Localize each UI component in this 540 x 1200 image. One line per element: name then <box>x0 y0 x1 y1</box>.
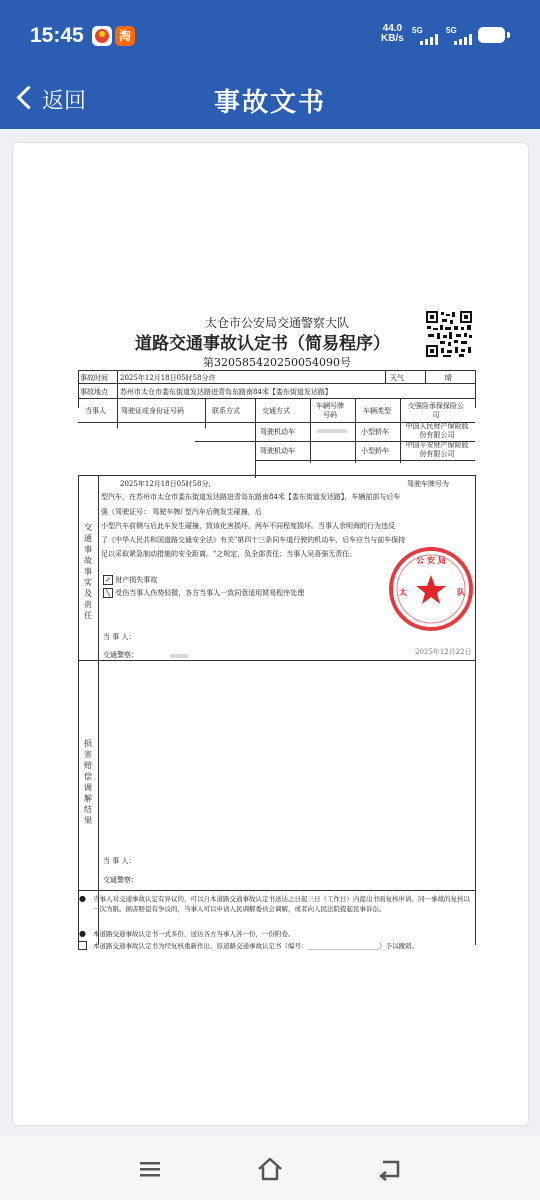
signal-icon <box>454 34 474 45</box>
facts-plate-label: 驾驶车牌号为 <box>407 480 449 488</box>
nav-bar <box>0 70 540 129</box>
note-2: 本道路交通事故认定书一式多份，送达各方当事人各一份，一份附卷。 <box>93 930 295 938</box>
label-weather: 天气 <box>390 374 404 382</box>
facts-line-6: 足以采取紧急制动措施的安全距离。"之规定，负全部责任；当事人吴喜强无责任。 <box>101 550 357 558</box>
taobao-icon: 淘 <box>115 26 135 46</box>
party-sign: 当 事 人： <box>103 633 136 641</box>
facts-label: 交通事故事实及责任 <box>84 523 92 620</box>
party2-mode: 驾驶机动车 <box>260 447 295 455</box>
battery-tip <box>507 32 510 38</box>
bullet-icon: ● <box>79 929 86 938</box>
value-weather: 晴 <box>445 374 452 382</box>
signal-icon <box>420 34 440 45</box>
doc-heading: 道路交通事故认定书（简易程序） <box>135 334 390 354</box>
return-icon[interactable] <box>375 1154 405 1184</box>
svg-text:太: 太 <box>399 587 407 597</box>
party1-mode: 驾驶机动车 <box>260 428 295 436</box>
official-seal-icon <box>387 545 475 633</box>
accident-document <box>65 300 485 970</box>
facts-line-4: 小型汽车前侧与后此车发生碰撞，致该化害损坏，两车不同程度损坏。当事人余明海的行为违反 <box>101 522 395 530</box>
checkbox-property: ✓ 财产损失事故 <box>103 575 157 585</box>
col-contact: 联系方式 <box>212 407 240 415</box>
qr-code-icon <box>425 310 473 358</box>
col-vehicle-type: 车辆类型 <box>363 407 391 415</box>
facts-line-3: 强（驾驶证号： 驾驶车牌/ 型汽车后侧发生碰撞，后 <box>101 508 262 516</box>
net-speed: 44.0 KB/s <box>381 23 404 44</box>
status-time: 15:45 <box>30 24 84 47</box>
checked-icon: ╲ <box>103 588 113 598</box>
facts-line-1: 2025年12月18日05时58分, <box>120 480 211 488</box>
menu-icon[interactable] <box>135 1154 165 1184</box>
sim1-label: 5G <box>412 26 423 35</box>
police-sign: 交通警察： <box>103 651 138 659</box>
app-header <box>0 0 540 129</box>
signed-date: 2025年12月22日 <box>415 648 472 656</box>
col-insurer: 交强险承保保险公司 <box>408 402 464 419</box>
doc-agency: 太仓市公安局交通警察大队 <box>205 316 350 330</box>
app-notification-icon <box>92 26 112 46</box>
facts-line-5: 了《中华人民共和国道路交通安全法》有关"第四十三条同车道行驶的机动车，后车应当与前车保持 <box>101 536 406 544</box>
sim2-label: 5G <box>446 26 457 35</box>
battery-icon <box>478 27 505 43</box>
label-accident-time: 事故时间 <box>80 374 108 382</box>
value-accident-time: 2025年12月18日05时58分许 <box>120 374 216 382</box>
col-party: 当事人 <box>85 407 106 415</box>
home-icon[interactable] <box>255 1154 285 1184</box>
col-plate: 车辆号牌号码 <box>316 402 344 419</box>
col-id: 驾驶证或身份证号码 <box>121 407 184 415</box>
col-mode: 交通方式 <box>262 407 290 415</box>
bullet-icon: ● <box>79 894 86 903</box>
note-1: 当事人对交通事故认定有异议的，可以自本道路交通事故认定书送达之日起三日（工作日）内提出书面复核申请。同一事故的复核以一次为限。损害赔偿有争议的，当事人可以申请人民调解委员会调解，或者向人民法院提起民事诉讼。 <box>93 895 470 913</box>
svg-text:队: 队 <box>457 587 465 597</box>
mediation-police-sign: 交通警察： <box>103 876 138 884</box>
facts-line-2: 型汽车，在苏州市太仓市娄东街道发达路进青岛东路南84米【娄东街道发达路】，车辆前部与后车 <box>101 493 401 501</box>
checkbox-icon <box>78 941 87 950</box>
value-accident-place: 苏州市太仓市娄东街道发达路进青岛东路南84米【娄东街道发达路】 <box>120 388 332 396</box>
note-3: 本道路交通事故认定书为经复核重新作出，原道路交通事故认定书（编号：______________________）予以撤销。 <box>93 942 418 950</box>
system-nav-bar <box>0 1136 540 1200</box>
party2-vehicle: 小型轿车 <box>361 447 389 455</box>
checked-icon: ✓ <box>103 575 113 585</box>
doc-number: 第320585420250054090号 <box>203 356 351 369</box>
status-bar <box>0 0 540 70</box>
svg-text:公 安 局: 公 安 局 <box>416 555 446 565</box>
party1-vehicle: 小型轿车 <box>361 428 389 436</box>
page-title: 事故文书 <box>213 88 326 118</box>
mediation-party-sign: 当 事 人： <box>103 857 136 865</box>
party1-insurer: 中国人民财产保险股份有限公司 <box>405 422 469 439</box>
party2-insurer: 中国平安财产保险股份有限公司 <box>405 441 469 458</box>
mediation-label: 损害赔偿调解结果 <box>84 739 92 825</box>
label-accident-place: 事故地点 <box>80 388 108 396</box>
checkbox-injury: ╲ 受伤当事人伤势轻微，各方当事人一致同意适用简易程序处理 <box>103 588 304 598</box>
back-label: 返回 <box>42 89 87 114</box>
